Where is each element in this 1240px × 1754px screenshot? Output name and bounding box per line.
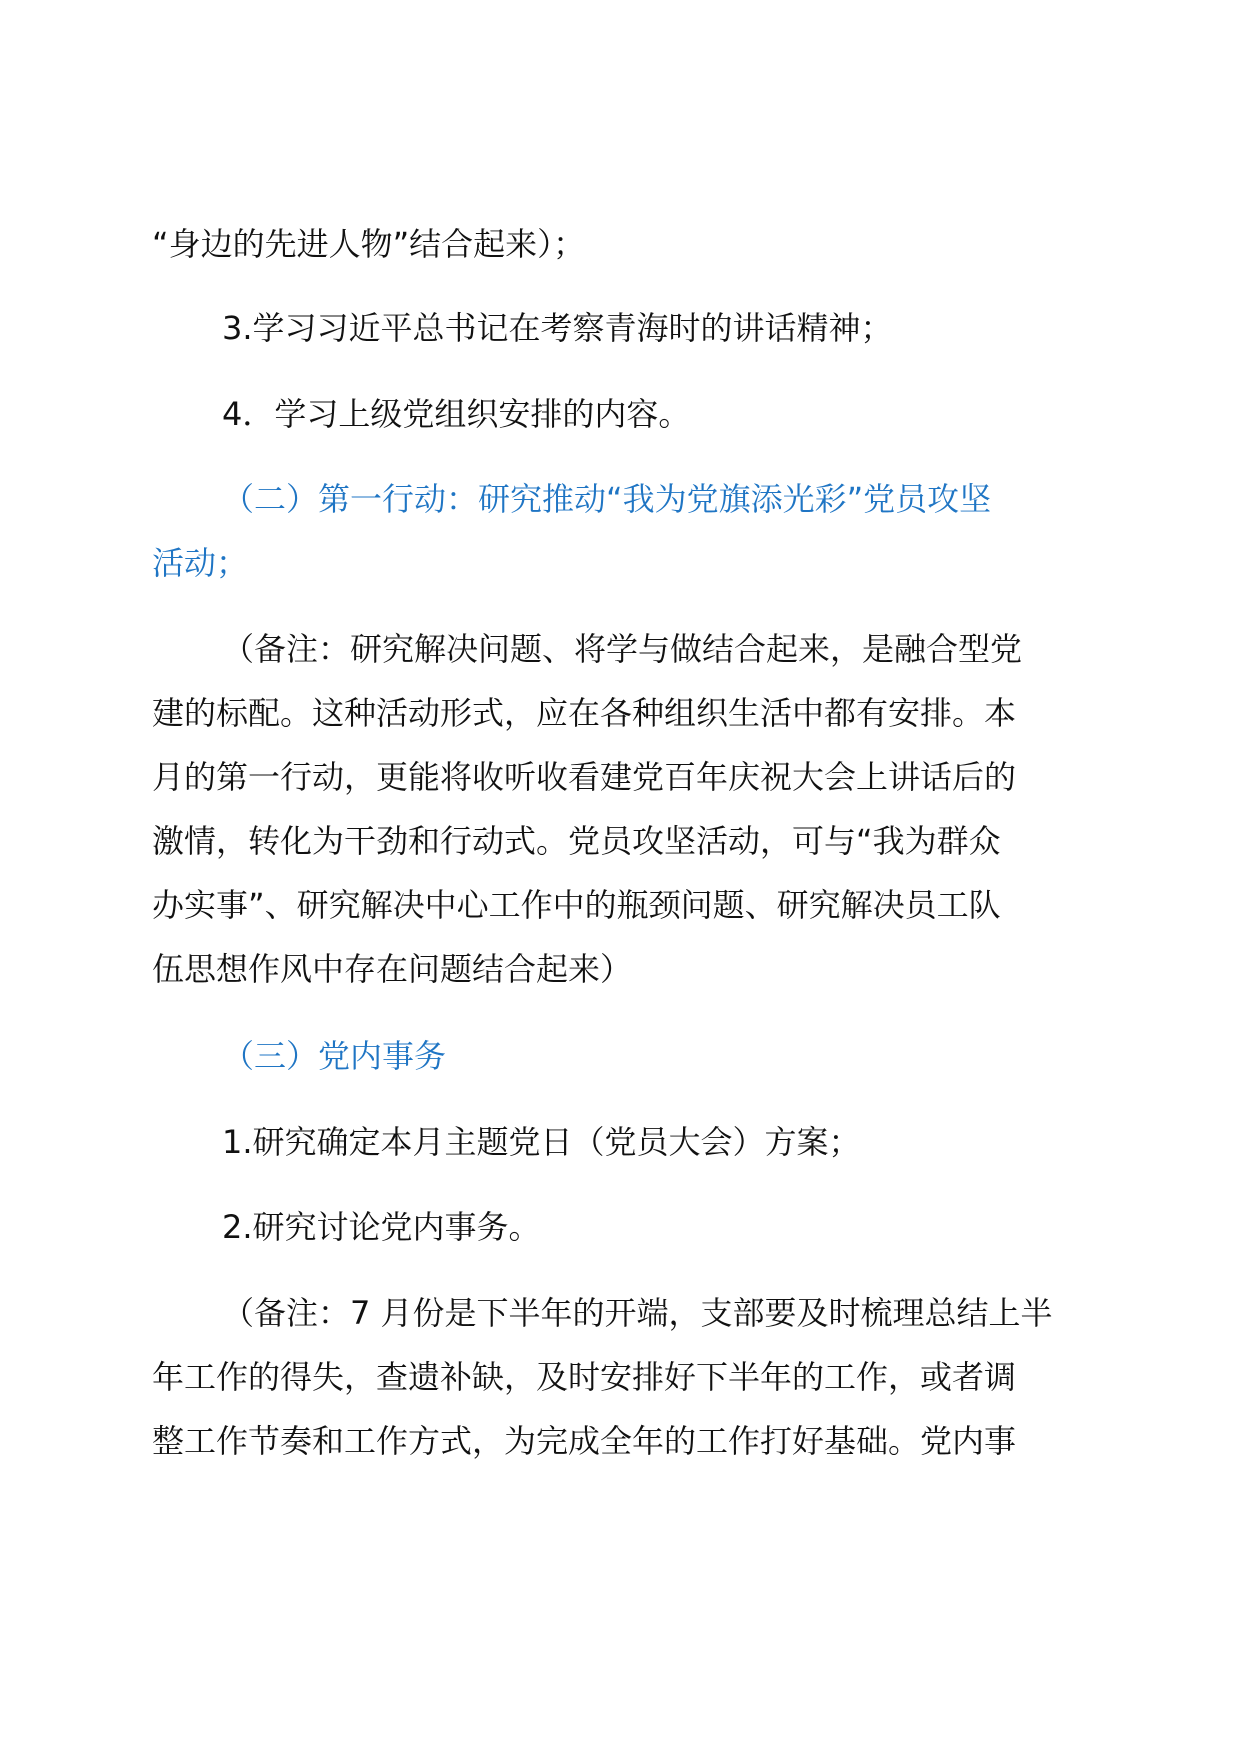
- paragraph-2: [0, 296, 1240, 360]
- paragraph-1: [0, 212, 1240, 276]
- text-line: 建的标配。这种活动形式，应在各种组织生活中都有安排。本: [152, 694, 1017, 732]
- text-line: 1.研究确定本月主题党日（党员大会）方案；: [222, 1123, 861, 1161]
- paragraph-item-1: [0, 1110, 1240, 1174]
- text-line: 办实事”、研究解决中心工作中的瓶颈问题、研究解决员工队: [152, 886, 1001, 924]
- note-paragraph-2: [0, 1281, 1240, 1473]
- text-line: 激情，转化为干劲和行动式。党员攻坚活动，可与“我为群众: [152, 822, 1001, 860]
- text-line: “身边的先进人物”结合起来）；: [152, 225, 586, 263]
- heading-line: （二）第一行动：研究推动“我为党旗添光彩”党员攻坚: [222, 480, 992, 518]
- text-line: 月的第一行动，更能将收听收看建党百年庆祝大会上讲话后的: [152, 758, 1017, 796]
- section-heading-2: [0, 467, 1240, 595]
- text-line: 伍思想作风中存在问题结合起来）: [152, 950, 633, 988]
- section-heading-3: [0, 1024, 1240, 1088]
- text-line: 年工作的得失，查遗补缺，及时安排好下半年的工作，或者调: [152, 1358, 1017, 1396]
- text-line: 3.学习习近平总书记在考察青海时的讲话精神；: [222, 309, 893, 347]
- text-line: 整工作节奏和工作方式，为完成全年的工作打好基础。党内事: [152, 1422, 1017, 1460]
- text-line: 2.研究讨论党内事务。: [222, 1208, 541, 1246]
- note-paragraph-1: [0, 617, 1240, 1001]
- heading-line: （三）党内事务: [222, 1037, 447, 1075]
- paragraph-item-2: [0, 1195, 1240, 1259]
- text-line: （备注：7 月份是下半年的开端，支部要及时梳理总结上半: [222, 1294, 1053, 1332]
- paragraph-3: [0, 382, 1240, 446]
- heading-line: 活动；: [152, 544, 249, 582]
- text-line: 4．学习上级党组织安排的内容。: [222, 395, 691, 433]
- text-line: （备注：研究解决问题、将学与做结合起来，是融合型党: [222, 630, 1023, 668]
